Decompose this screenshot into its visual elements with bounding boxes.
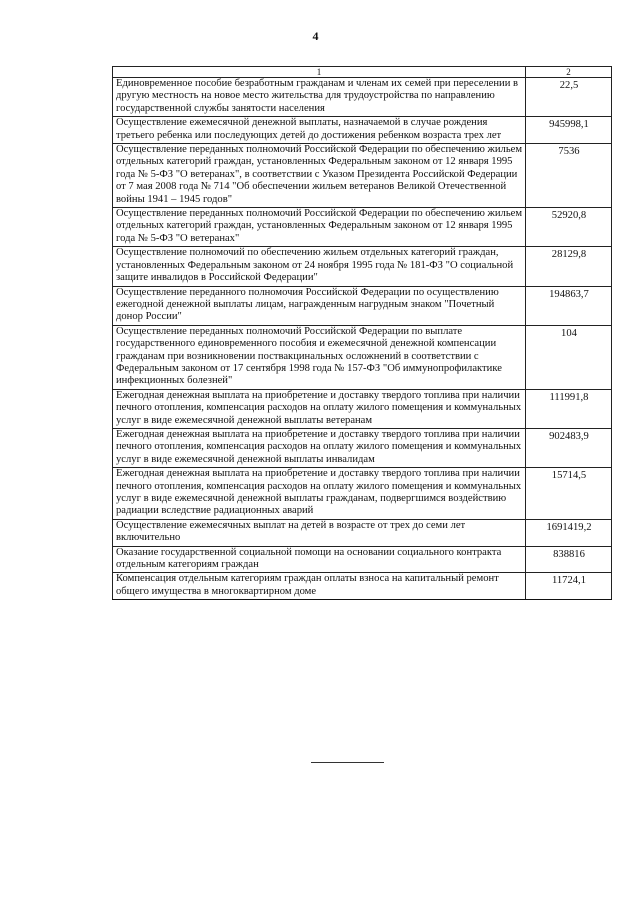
page-number: 4 bbox=[312, 29, 319, 43]
row-amount: 52920,8 bbox=[526, 208, 612, 247]
table-row bbox=[113, 78, 612, 117]
row-description: Осуществление переданных полномочий Российской Федерации по обеспечению жильем отдельных категорий граждан, установленных Федеральным законом от 12 января 1995 года № 5-ФЗ "О ветеранах" bbox=[113, 208, 526, 247]
table-row bbox=[113, 247, 612, 286]
row-description: Осуществление переданного полномочия Российской Федерации по осуществлению ежегодной денежной выплаты лицам, награжденным нагрудным знаком "Почетный донор России" bbox=[113, 286, 526, 325]
row-description: Ежегодная денежная выплата на приобретение и доставку твердого топлива при наличии печного отопления, компенсация расходов на оплату жилого помещения и коммунальных услуг в виде ежемесячной денежной выплаты гражданам, подвергшимся воздействию радиации вследствие радиационных аварий bbox=[113, 468, 526, 520]
row-amount: 902483,9 bbox=[526, 428, 612, 467]
budget-table bbox=[112, 66, 612, 600]
table-row bbox=[113, 519, 612, 546]
row-description: Компенсация отдельным категориям граждан оплаты взноса на капитальный ремонт общего имущества в многоквартирном доме bbox=[113, 573, 526, 600]
row-amount: 28129,8 bbox=[526, 247, 612, 286]
table-row bbox=[113, 208, 612, 247]
row-description: Ежегодная денежная выплата на приобретение и доставку твердого топлива при наличии печного отопления, компенсация расходов на оплату жилого помещения и коммунальных услуг в виде ежемесячной денежной выплаты инвалидам bbox=[113, 428, 526, 467]
table-row bbox=[113, 325, 612, 389]
row-amount: 104 bbox=[526, 325, 612, 389]
row-description: Осуществление переданных полномочий Российской Федерации по выплате государственного единовременного пособия и ежемесячной денежной компенсации гражданам при возникновении поствакцинальных осложнений в соответствии с Федеральным законом от 17 сентября 1998 года № 157-ФЗ "Об иммунопрофилактике инфекционных болезней" bbox=[113, 325, 526, 389]
row-amount: 15714,5 bbox=[526, 468, 612, 520]
table-row bbox=[113, 286, 612, 325]
table-row bbox=[113, 468, 612, 520]
table-row bbox=[113, 144, 612, 208]
row-description: Осуществление полномочий по обеспечению жильем отдельных категорий граждан, установленных Федеральным законом от 24 ноября 1995 года № 181-ФЗ "О социальной защите инвалидов в Российской Федерации" bbox=[113, 247, 526, 286]
row-description: Ежегодная денежная выплата на приобретение и доставку твердого топлива при наличии печного отопления, компенсация расходов на оплату жилого помещения и коммунальных услуг в виде ежемесячной денежной выплаты ветеранам bbox=[113, 389, 526, 428]
row-amount: 22,5 bbox=[526, 78, 612, 117]
row-description: Осуществление переданных полномочий Российской Федерации по обеспечению жильем отдельных категорий граждан, установленных Федеральным законом от 12 января 1995 года № 5-ФЗ "О ветеранах", в соответствии с Указом Президента Российской Федерации от 7 мая 2008 года № 714 "Об обеспечении жильем ветеранов Великой Отечественной войны 1941 – 1945 годов" bbox=[113, 144, 526, 208]
column-header-description: 1 bbox=[113, 67, 526, 78]
row-amount: 838816 bbox=[526, 546, 612, 573]
column-header-amount: 2 bbox=[526, 67, 612, 78]
row-amount: 945998,1 bbox=[526, 117, 612, 144]
row-amount: 194863,7 bbox=[526, 286, 612, 325]
table-row bbox=[113, 546, 612, 573]
row-description: Осуществление ежемесячной денежной выплаты, назначаемой в случае рождения третьего ребенка или последующих детей до достижения ребенком возраста трех лет bbox=[113, 117, 526, 144]
table-row bbox=[113, 573, 612, 600]
row-amount: 1691419,2 bbox=[526, 519, 612, 546]
row-amount: 7536 bbox=[526, 144, 612, 208]
table-row bbox=[113, 117, 612, 144]
row-description: Осуществление ежемесячных выплат на детей в возрасте от трех до семи лет включительно bbox=[113, 519, 526, 546]
table-row bbox=[113, 389, 612, 428]
row-amount: 111991,8 bbox=[526, 389, 612, 428]
table-header-row bbox=[113, 67, 612, 78]
table-row bbox=[113, 428, 612, 467]
row-amount: 11724,1 bbox=[526, 573, 612, 600]
row-description: Единовременное пособие безработным гражданам и членам их семей при переселении в другую местность на новое место жительства для трудоустройства по направлению государственной службы занятости населения bbox=[113, 78, 526, 117]
closing-line bbox=[311, 762, 384, 763]
row-description: Оказание государственной социальной помощи на основании социального контракта отдельным категориям граждан bbox=[113, 546, 526, 573]
